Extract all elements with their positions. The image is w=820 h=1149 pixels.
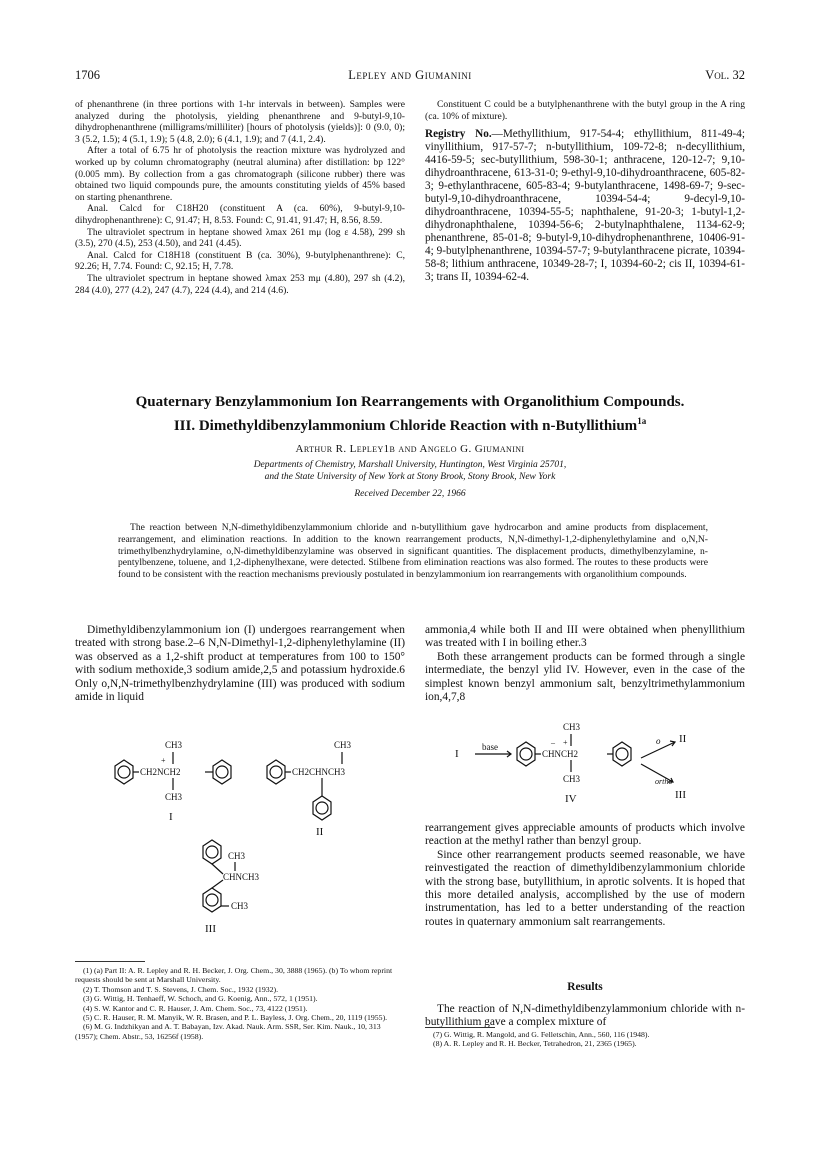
ch3-label: CH3 (165, 792, 183, 802)
intro-right-continued (425, 822, 745, 929)
benzene-ring (206, 846, 218, 858)
footnote: (4) S. W. Kantor and C. R. Hauser, J. Am. Chem. Soc., 73, 4122 (1951). (83, 1003, 308, 1013)
paragraph: of phenanthrene (in three portions with 1-hr intervals in between). Samples were analyzed during the photolysis, yielding phenanthrene and 9-butyl-9,10-dihydrophenanthrene (milligrams/milliliter) [hours of photolysis (yields)]: 0 (9.0, 0); 3 (5.2, 1.5); 4 (5.1, 1.9); 5 (4.8, 2.0); 6 (4.1, 1.9); and 7 (4.1, 2.4). (75, 99, 405, 145)
charge-plus: + (161, 756, 166, 765)
benzene-ring (270, 766, 282, 778)
footnote: (6) M. G. Indzhikyan and A. T. Babayan, Izv. Akad. Nauk. Arm. SSR, Ser. Kim. Nauk., 10, 313 (1957); Chem. Abstr., 53, 16256f (1958). (75, 1022, 381, 1041)
article-title-line1: Quaternary Benzylammonium Ion Rearrangements with Organolithium Compounds. (135, 394, 685, 410)
base-label: base (482, 742, 498, 752)
footnote: (3) G. Wittig, H. Tenhaeff, W. Schoch, and G. Koenig, Ann., 572, 1 (1951). (83, 994, 318, 1004)
paragraph: Anal. Calcd for C18H18 (constituent B (ca. 30%), 9-butylphenanthrene): C, 92.26; H, 7.74. Found: C, 92.15; H, 7.78. (75, 249, 405, 273)
results-heading: Results (567, 981, 603, 993)
footnotes-left (75, 966, 405, 1041)
running-title: Lepley and Giumanini (348, 68, 472, 82)
paragraph: Constituent C could be a butylphenanthrene with the butyl group in the A ring (ca. 10% of mixture). (425, 99, 745, 122)
running-header (75, 68, 745, 84)
benzene-ring (216, 766, 228, 778)
footnote-rule (425, 1027, 495, 1028)
intro-right (425, 624, 745, 704)
ch3-label: CH3 (563, 722, 581, 732)
footnote: (1) (a) Part II: A. R. Lepley and R. H. Becker, J. Org. Chem., 30, 3888 (1965). (b) To whom reprint requests should be sent at Marshall University. (75, 966, 393, 985)
experimental-continuation (75, 99, 405, 296)
footnote-rule (75, 961, 145, 962)
paragraph: ammonia,4 while both II and III were obtained when phenyllithium was treated with I in boiling ether.3 (425, 624, 745, 650)
affiliation-line1: Departments of Chemistry, Marshall University, Huntington, West Virginia 25701, (253, 460, 567, 470)
chnch3-label: CHNCH3 (223, 872, 260, 882)
compound-label-III: III (205, 923, 216, 935)
paragraph: The ultraviolet spectrum in heptane showed λmax 261 mμ (log ε 4.58), 299 sh (3.5), 270 (4.5), 253 (4.50), and 241 (4.45). (75, 226, 405, 250)
ylid-scheme-IV (425, 716, 745, 816)
paragraph: rearrangement gives appreciable amounts of products which involve reaction at the methyl rather than benzyl group. (425, 822, 745, 848)
results-text (425, 1003, 745, 1030)
product-label-II: II (679, 733, 687, 745)
page-number: 1706 (75, 68, 100, 82)
chnch2-label: CHNCH2 (542, 749, 579, 759)
charge-minus: – (551, 738, 555, 747)
paragraph: Both these arrangement products can be formed through a single intermediate, the benzyl ylid IV. However, even in the case of the simplest known benzyl ammonium salt, benzyltrimethylammonium ion,4,7,8 (425, 650, 745, 704)
intro-left (75, 624, 405, 704)
compound-label-II: II (316, 826, 324, 838)
paragraph: The reaction of N,N-dimethyldibenzylammonium chloride with n-butyllithium gave a complex mixture of (425, 1003, 745, 1029)
article-title-block (75, 393, 745, 499)
compound-label-IV: IV (565, 793, 577, 805)
registry-label: Registry No. (425, 128, 492, 141)
paragraph: Dimethyldibenzylammonium ion (I) undergoes rearrangement when treated with strong base.2–6 N,N-Dimethyl-1,2-diphenylethylamine (II) was observed as a 1,2-shift product at temperatures from 100 to 150° with sodium methoxide,3 sodium amide,2,5 and potassium hydroxide.6 Only o,N,N-trimethylbenzhydrylamine (III) was produced with sodium amide in liquid (75, 624, 405, 704)
received-date: Received December 22, 1966 (354, 489, 466, 499)
benzene-ring (520, 748, 532, 760)
article-title-line2: III. Dimethyldibenzylammonium Chloride Reaction with n-Butyllithium$^{1a}$ (173, 416, 647, 434)
ch2nch2-label: CH2NCH2 (140, 767, 181, 777)
paragraph: After a total of 6.75 hr of photolysis the reaction mixture was hydrolyzed and worked up by column chromatography (neutral alumina) after distillation: bp 122° (0.005 mm). By collection from a gas chromatograph (silicone rubber) there was obtained two liquid compounds pure, the amounts constituting yields of 45% based on starting phenanthrene. (75, 145, 405, 203)
title-footnote-mark: 1a (637, 416, 647, 426)
ch3-label: CH3 (165, 740, 183, 750)
benzene-ring (616, 748, 628, 760)
paragraph: Anal. Calcd for C18H20 (constituent A (ca. 60%), 9-butyl-9,10-dihydrophenanthrene): C, 91.47; H, 8.53. Found: C, 91.41, 91.47; H, 8.56, 8.59. (75, 203, 405, 226)
chchnch3-label: CH2CHNCH3 (292, 767, 346, 777)
article-authors: Arthur R. Lepley1b and Angelo G. Giumanini (295, 443, 525, 455)
product-label-III: III (675, 789, 686, 801)
ch3-label: CH3 (334, 740, 352, 750)
footnote: (7) G. Wittig, R. Mangold, and G. Felletschin, Ann., 560, 116 (1948). (433, 1030, 650, 1039)
benzene-ring (118, 766, 130, 778)
footnote: (5) C. R. Hauser, R. M. Manyik, W. R. Brasen, and P. L. Bayless, J. Org. Chem., 20, 1119 (1955). (83, 1013, 388, 1023)
ch3-label: CH3 (228, 851, 246, 861)
benzene-ring (316, 802, 328, 814)
ortho-label: ortho (655, 777, 673, 786)
footnote: (8) A. R. Lepley and R. H. Becker, Tetrahedron, 21, 2365 (1965). (433, 1039, 637, 1049)
compound-label-I: I (169, 811, 173, 823)
volume-label: Vol. 32 (705, 68, 745, 82)
experimental-end (425, 99, 745, 284)
footnote: (2) T. Thomson and T. S. Stevens, J. Chem. Soc., 1932 (1932). (83, 984, 279, 994)
footnotes-right (425, 1030, 745, 1049)
paragraph: Since other rearrangement products seemed reasonable, we have reinvestigated the reaction of dimethyldibenzylammonium chloride with the strong base, butyllithium, in aprotic solvents. It is hoped that this more detailed analysis, accomplished by the use of modern instrumentation, has led to a better understanding of the reaction routes in quaternary ammonium salt rearrangements. (425, 848, 745, 928)
benzene-ring (206, 894, 218, 906)
abstract: The reaction between N,N-dimethyldibenzylammonium chloride and n-butyllithium gave hydrocarbon and amine products from displacement, rearrangement, and elimination reactions. In addition to the known rearrangement products, N,N-dimethyl-1,2-diphenylethylamine and o,N,N-trimethylbenzhydrylamine, o,N-dimethyldibenzylamine was observed in significant quantities. The displacement products, dimethylbenzylamine, n-pentylbenzene, toluene, and 1,2-diphenylhexane, were detected. Stilbene from elimination reactions was also formed. The routes to these products were found to be consistent with the reaction mechanisms previously postulated in benzylammonium ion rearrangements with organolithium compounds. (118, 522, 708, 581)
registry-numbers (425, 128, 745, 284)
ch3-label: CH3 (231, 901, 249, 911)
charge-plus: + (563, 738, 568, 747)
o-label: o (656, 736, 661, 746)
ch3-label: CH3 (563, 774, 581, 784)
affiliation-line2: and the State University of New York at Stony Brook, Stony Brook, New York (264, 472, 556, 482)
paragraph: The ultraviolet spectrum in heptane showed λmax 253 mμ (4.80), 297 sh (4.2), 284 (4.0), 277 (4.2), 247 (4.7), 224 (4.4), and 214 (4.6). (75, 272, 405, 296)
compound-label-I: I (455, 748, 459, 760)
structures-I-II-III (75, 734, 405, 949)
registry-text: —Methyllithium, 917-54-4; ethyllithium, 811-49-4; vinyllithium, 917-57-7; n-butyllithium, 109-72-8; n-decyllithium, 4416-59-5; sec-butyllithium, 598-30-1; anthracene, 120-12-7; 9,10-dihydroanthracene, 613-31-0; 9-ethyl-9,10-dihydroanthracene, 605-82-3; 9-ethylanthracene, 605-83-4; 9-butylanthracene, 1498-69-7; 9-sec-butyl-9,10-dihydroanthracene, 10394-54-4; 9-decyl-9,10-dihydroanthracene, 10394-55-5; naphthalene, 91-20-3; 1-butyl-1,2-dihydronaphthalene, 10394-56-6; 2-butylnaphthalene, 1134-62-9; phenanthrene, 85-01-8; 9-butyl-9,10-dihydrophenanthrene, 10406-91-4; 9-butylphenanthrene, 10394-57-7; 9-butylanthracene picrate, 10394-58-8; lithium anthracene, 10349-28-7; I, 10394-60-2; cis II, 10394-61-3; trans II, 10394-62-4. (425, 128, 745, 284)
